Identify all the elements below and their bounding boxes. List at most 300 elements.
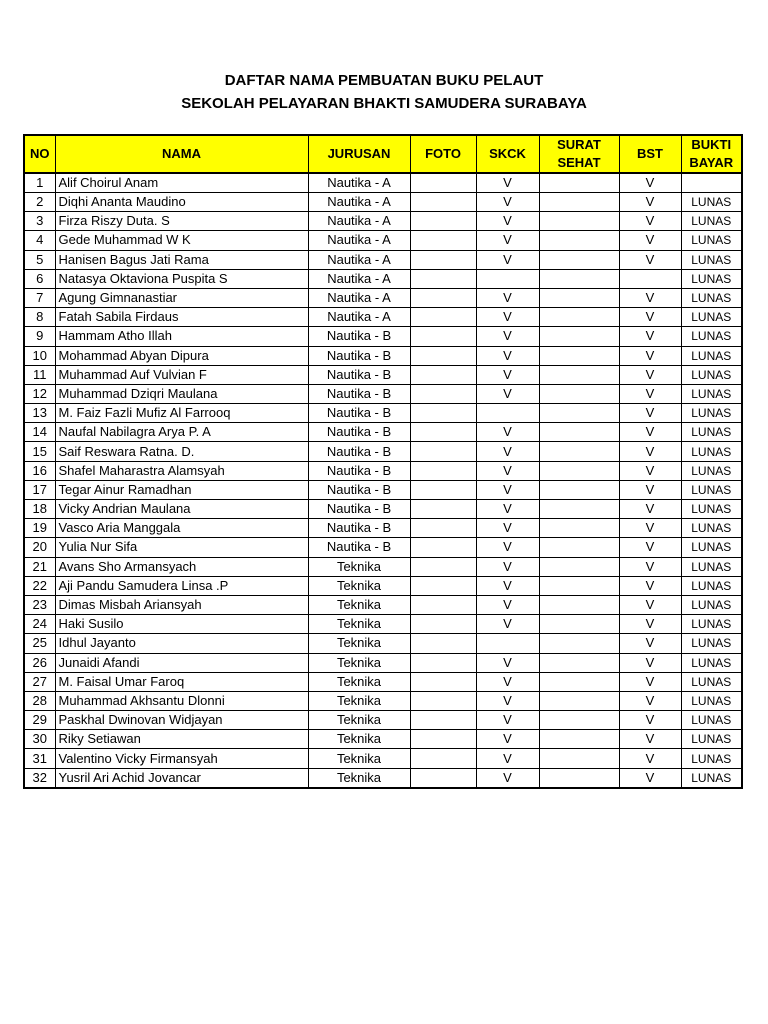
cell-no: 31 (24, 749, 55, 768)
table-row (24, 327, 742, 346)
cell-nama: Yulia Nur Sifa (55, 538, 308, 557)
cell-skck: V (476, 691, 539, 710)
cell-skck: V (476, 557, 539, 576)
cell-bukti-bayar: LUNAS (681, 500, 742, 519)
cell-no: 19 (24, 519, 55, 538)
cell-bukti-bayar: LUNAS (681, 615, 742, 634)
cell-jurusan: Teknika (308, 672, 410, 691)
table-row (24, 461, 742, 480)
cell-bst: V (619, 346, 681, 365)
cell-jurusan: Nautika - B (308, 500, 410, 519)
cell-nama: M. Faisal Umar Faroq (55, 672, 308, 691)
table-row (24, 423, 742, 442)
cell-jurusan: Teknika (308, 711, 410, 730)
cell-nama: Natasya Oktaviona Puspita S (55, 269, 308, 288)
cell-bukti-bayar: LUNAS (681, 250, 742, 269)
cell-nama: Avans Sho Armansyach (55, 557, 308, 576)
cell-foto (410, 461, 476, 480)
table-row (24, 442, 742, 461)
header-bukti-label: BUKTI (691, 137, 732, 152)
cell-nama: Vasco Aria Manggala (55, 519, 308, 538)
cell-nama: Agung Gimnanastiar (55, 288, 308, 307)
cell-nama: Dimas Misbah Ariansyah (55, 595, 308, 614)
cell-no: 11 (24, 365, 55, 384)
cell-jurusan: Nautika - B (308, 538, 410, 557)
cell-surat-sehat (539, 461, 619, 480)
cell-surat-sehat (539, 672, 619, 691)
cell-no: 7 (24, 288, 55, 307)
cell-jurusan: Nautika - A (308, 173, 410, 193)
cell-no: 5 (24, 250, 55, 269)
cell-no: 22 (24, 576, 55, 595)
cell-bst: V (619, 480, 681, 499)
cell-no: 12 (24, 384, 55, 403)
cell-skck: V (476, 595, 539, 614)
cell-skck (476, 404, 539, 423)
cell-skck: V (476, 442, 539, 461)
cell-foto (410, 500, 476, 519)
cell-bukti-bayar: LUNAS (681, 308, 742, 327)
table-row (24, 519, 742, 538)
cell-nama: Mohammad Abyan Dipura (55, 346, 308, 365)
cell-nama: M. Faiz Fazli Mufiz Al Farrooq (55, 404, 308, 423)
cell-nama: Haki Susilo (55, 615, 308, 634)
cell-bst: V (619, 711, 681, 730)
cell-no: 13 (24, 404, 55, 423)
cell-no: 1 (24, 173, 55, 193)
cell-no: 14 (24, 423, 55, 442)
cell-nama: Paskhal Dwinovan Widjayan (55, 711, 308, 730)
cell-jurusan: Nautika - A (308, 308, 410, 327)
cell-surat-sehat (539, 730, 619, 749)
cell-skck: V (476, 346, 539, 365)
header-surat-label: SURAT (557, 137, 601, 152)
cell-foto (410, 557, 476, 576)
cell-no: 29 (24, 711, 55, 730)
cell-bukti-bayar: LUNAS (681, 557, 742, 576)
cell-nama: Shafel Maharastra Alamsyah (55, 461, 308, 480)
cell-bukti-bayar: LUNAS (681, 711, 742, 730)
cell-no: 15 (24, 442, 55, 461)
cell-bst: V (619, 212, 681, 231)
cell-jurusan: Teknika (308, 730, 410, 749)
cell-foto (410, 288, 476, 307)
cell-nama: Naufal Nabilagra Arya P. A (55, 423, 308, 442)
cell-jurusan: Nautika - A (308, 193, 410, 212)
table-row (24, 576, 742, 595)
cell-foto (410, 730, 476, 749)
table-row (24, 231, 742, 250)
cell-nama: Muhammad Dziqri Maulana (55, 384, 308, 403)
cell-nama: Alif Choirul Anam (55, 173, 308, 193)
cell-bukti-bayar: LUNAS (681, 576, 742, 595)
cell-jurusan: Nautika - B (308, 519, 410, 538)
cell-bukti-bayar: LUNAS (681, 384, 742, 403)
cell-nama: Firza Riszy Duta. S (55, 212, 308, 231)
cell-surat-sehat (539, 423, 619, 442)
table-row (24, 193, 742, 212)
cell-bst: V (619, 173, 681, 193)
cell-surat-sehat (539, 711, 619, 730)
cell-bukti-bayar: LUNAS (681, 461, 742, 480)
cell-bst: V (619, 595, 681, 614)
cell-bst: V (619, 231, 681, 250)
cell-surat-sehat (539, 212, 619, 231)
table-row (24, 269, 742, 288)
cell-skck: V (476, 768, 539, 788)
cell-no: 32 (24, 768, 55, 788)
cell-nama: Yusril Ari Achid Jovancar (55, 768, 308, 788)
header-sehat-label: SEHAT (557, 155, 601, 170)
cell-bukti-bayar: LUNAS (681, 519, 742, 538)
table-row (24, 557, 742, 576)
cell-bukti-bayar: LUNAS (681, 442, 742, 461)
cell-foto (410, 538, 476, 557)
cell-bukti-bayar: LUNAS (681, 634, 742, 653)
cell-bst: V (619, 634, 681, 653)
cell-nama: Hanisen Bagus Jati Rama (55, 250, 308, 269)
cell-bukti-bayar: LUNAS (681, 231, 742, 250)
cell-no: 27 (24, 672, 55, 691)
cell-bst: V (619, 519, 681, 538)
cell-nama: Tegar Ainur Ramadhan (55, 480, 308, 499)
cell-surat-sehat (539, 308, 619, 327)
cell-bst: V (619, 404, 681, 423)
cell-skck: V (476, 212, 539, 231)
cell-surat-sehat (539, 269, 619, 288)
cell-foto (410, 768, 476, 788)
cell-jurusan: Teknika (308, 615, 410, 634)
cell-jurusan: Teknika (308, 595, 410, 614)
cell-skck: V (476, 308, 539, 327)
cell-bst: V (619, 193, 681, 212)
cell-no: 6 (24, 269, 55, 288)
cell-jurusan: Nautika - A (308, 231, 410, 250)
cell-skck: V (476, 250, 539, 269)
cell-jurusan: Nautika - B (308, 461, 410, 480)
cell-surat-sehat (539, 193, 619, 212)
cell-skck: V (476, 653, 539, 672)
cell-bst: V (619, 500, 681, 519)
cell-nama: Junaidi Afandi (55, 653, 308, 672)
cell-foto (410, 711, 476, 730)
cell-bukti-bayar: LUNAS (681, 423, 742, 442)
cell-foto (410, 231, 476, 250)
table-row (24, 615, 742, 634)
cell-surat-sehat (539, 250, 619, 269)
cell-bst: V (619, 365, 681, 384)
cell-surat-sehat (539, 404, 619, 423)
header-foto: FOTO (410, 135, 476, 173)
cell-foto (410, 519, 476, 538)
cell-bst: V (619, 461, 681, 480)
cell-bst: V (619, 250, 681, 269)
cell-bukti-bayar: LUNAS (681, 691, 742, 710)
cell-foto (410, 269, 476, 288)
cell-bukti-bayar: LUNAS (681, 288, 742, 307)
cell-jurusan: Nautika - B (308, 384, 410, 403)
cell-surat-sehat (539, 557, 619, 576)
table-row (24, 653, 742, 672)
cell-jurusan: Teknika (308, 557, 410, 576)
cell-surat-sehat (539, 653, 619, 672)
cell-jurusan: Nautika - B (308, 442, 410, 461)
cell-bukti-bayar: LUNAS (681, 768, 742, 788)
cell-nama: Hammam Atho Illah (55, 327, 308, 346)
cell-skck: V (476, 672, 539, 691)
cell-bukti-bayar: LUNAS (681, 730, 742, 749)
cell-bukti-bayar: LUNAS (681, 193, 742, 212)
cell-bst: V (619, 691, 681, 710)
cell-bst: V (619, 308, 681, 327)
document-title-line-1: DAFTAR NAMA PEMBUATAN BUKU PELAUT (224, 72, 544, 89)
cell-bukti-bayar: LUNAS (681, 346, 742, 365)
cell-surat-sehat (539, 634, 619, 653)
header-jurusan: JURUSAN (308, 135, 410, 173)
cell-jurusan: Teknika (308, 691, 410, 710)
cell-jurusan: Nautika - B (308, 346, 410, 365)
cell-bst: V (619, 327, 681, 346)
table-row (24, 173, 742, 193)
cell-nama: Valentino Vicky Firmansyah (55, 749, 308, 768)
cell-surat-sehat (539, 500, 619, 519)
cell-jurusan: Nautika - A (308, 250, 410, 269)
cell-surat-sehat (539, 768, 619, 788)
cell-no: 28 (24, 691, 55, 710)
cell-nama: Gede Muhammad W K (55, 231, 308, 250)
table-row (24, 691, 742, 710)
cell-foto (410, 365, 476, 384)
cell-bst (619, 269, 681, 288)
cell-foto (410, 749, 476, 768)
cell-surat-sehat (539, 576, 619, 595)
cell-no: 8 (24, 308, 55, 327)
cell-skck: V (476, 538, 539, 557)
cell-skck: V (476, 615, 539, 634)
cell-foto (410, 653, 476, 672)
cell-skck: V (476, 480, 539, 499)
cell-nama: Riky Setiawan (55, 730, 308, 749)
cell-no: 17 (24, 480, 55, 499)
cell-bst: V (619, 576, 681, 595)
cell-bst: V (619, 288, 681, 307)
cell-bukti-bayar: LUNAS (681, 653, 742, 672)
cell-surat-sehat (539, 173, 619, 193)
cell-bukti-bayar (681, 173, 742, 193)
cell-foto (410, 595, 476, 614)
table-row (24, 730, 742, 749)
header-no: NO (24, 135, 55, 173)
cell-foto (410, 615, 476, 634)
cell-skck: V (476, 749, 539, 768)
cell-surat-sehat (539, 538, 619, 557)
cell-jurusan: Teknika (308, 749, 410, 768)
table-header-row (24, 135, 742, 173)
cell-nama: Vicky Andrian Maulana (55, 500, 308, 519)
cell-jurusan: Teknika (308, 653, 410, 672)
cell-foto (410, 212, 476, 231)
cell-nama: Muhammad Akhsantu Dlonni (55, 691, 308, 710)
cell-no: 24 (24, 615, 55, 634)
cell-no: 23 (24, 595, 55, 614)
table-row (24, 711, 742, 730)
cell-surat-sehat (539, 749, 619, 768)
cell-bst: V (619, 653, 681, 672)
header-bst: BST (619, 135, 681, 173)
cell-bukti-bayar: LUNAS (681, 404, 742, 423)
cell-skck (476, 269, 539, 288)
cell-jurusan: Nautika - A (308, 269, 410, 288)
cell-jurusan: Nautika - B (308, 404, 410, 423)
cell-foto (410, 480, 476, 499)
cell-bst: V (619, 423, 681, 442)
table-row (24, 250, 742, 269)
cell-skck: V (476, 231, 539, 250)
cell-nama: Idhul Jayanto (55, 634, 308, 653)
table-row (24, 672, 742, 691)
cell-skck: V (476, 461, 539, 480)
cell-no: 18 (24, 500, 55, 519)
cell-bukti-bayar: LUNAS (681, 327, 742, 346)
cell-surat-sehat (539, 595, 619, 614)
cell-surat-sehat (539, 365, 619, 384)
cell-no: 16 (24, 461, 55, 480)
cell-foto (410, 327, 476, 346)
cell-bst: V (619, 538, 681, 557)
cell-jurusan: Nautika - A (308, 212, 410, 231)
cell-bst: V (619, 730, 681, 749)
cell-skck: V (476, 423, 539, 442)
cell-no: 21 (24, 557, 55, 576)
cell-skck: V (476, 384, 539, 403)
cell-no: 20 (24, 538, 55, 557)
table-row (24, 480, 742, 499)
cell-surat-sehat (539, 615, 619, 634)
cell-bst: V (619, 384, 681, 403)
cell-jurusan: Nautika - B (308, 423, 410, 442)
cell-no: 4 (24, 231, 55, 250)
cell-surat-sehat (539, 327, 619, 346)
cell-no: 9 (24, 327, 55, 346)
table-row (24, 538, 742, 557)
cell-skck: V (476, 576, 539, 595)
cell-nama: Muhammad Auf Vulvian F (55, 365, 308, 384)
cell-skck (476, 634, 539, 653)
header-surat-sehat (539, 135, 619, 173)
cell-surat-sehat (539, 519, 619, 538)
cell-surat-sehat (539, 288, 619, 307)
cell-bukti-bayar: LUNAS (681, 480, 742, 499)
cell-foto (410, 250, 476, 269)
table-row (24, 308, 742, 327)
cell-bst: V (619, 442, 681, 461)
cell-surat-sehat (539, 480, 619, 499)
cell-bst: V (619, 768, 681, 788)
cell-skck: V (476, 365, 539, 384)
cell-skck: V (476, 173, 539, 193)
header-bukti-bayar (681, 135, 742, 173)
cell-bukti-bayar: LUNAS (681, 269, 742, 288)
cell-foto (410, 634, 476, 653)
table-row (24, 768, 742, 788)
cell-jurusan: Nautika - B (308, 480, 410, 499)
table-row (24, 500, 742, 519)
cell-nama: Aji Pandu Samudera Linsa .P (55, 576, 308, 595)
cell-no: 2 (24, 193, 55, 212)
cell-foto (410, 346, 476, 365)
table-row (24, 288, 742, 307)
cell-bukti-bayar: LUNAS (681, 365, 742, 384)
cell-jurusan: Nautika - A (308, 288, 410, 307)
cell-no: 26 (24, 653, 55, 672)
cell-bukti-bayar: LUNAS (681, 672, 742, 691)
document-title-line-2: SEKOLAH PELAYARAN BHAKTI SAMUDERA SURABAYA (181, 95, 587, 112)
table-row (24, 384, 742, 403)
table-row (24, 595, 742, 614)
header-bayar-label: BAYAR (689, 155, 734, 170)
cell-skck: V (476, 711, 539, 730)
cell-bst: V (619, 557, 681, 576)
cell-foto (410, 576, 476, 595)
cell-surat-sehat (539, 442, 619, 461)
cell-no: 25 (24, 634, 55, 653)
cell-skck: V (476, 730, 539, 749)
table-body (24, 173, 742, 788)
cell-no: 30 (24, 730, 55, 749)
header-skck: SKCK (476, 135, 539, 173)
header-nama: NAMA (55, 135, 308, 173)
cell-skck: V (476, 519, 539, 538)
table-row (24, 346, 742, 365)
cell-foto (410, 672, 476, 691)
cell-bst: V (619, 672, 681, 691)
cell-jurusan: Teknika (308, 634, 410, 653)
cell-jurusan: Teknika (308, 768, 410, 788)
cell-bst: V (619, 615, 681, 634)
cell-skck: V (476, 288, 539, 307)
cell-bukti-bayar: LUNAS (681, 212, 742, 231)
cell-bukti-bayar: LUNAS (681, 538, 742, 557)
cell-surat-sehat (539, 346, 619, 365)
cell-skck: V (476, 193, 539, 212)
cell-bukti-bayar: LUNAS (681, 595, 742, 614)
cell-foto (410, 404, 476, 423)
cell-skck: V (476, 500, 539, 519)
cell-bst: V (619, 749, 681, 768)
cell-nama: Fatah Sabila Firdaus (55, 308, 308, 327)
table-row (24, 365, 742, 384)
table-row (24, 634, 742, 653)
cell-no: 10 (24, 346, 55, 365)
cell-surat-sehat (539, 691, 619, 710)
cell-bukti-bayar: LUNAS (681, 749, 742, 768)
cell-foto (410, 308, 476, 327)
cell-jurusan: Nautika - B (308, 365, 410, 384)
cell-foto (410, 173, 476, 193)
cell-nama: Saif Reswara Ratna. D. (55, 442, 308, 461)
cell-jurusan: Teknika (308, 576, 410, 595)
cell-skck: V (476, 327, 539, 346)
cell-foto (410, 384, 476, 403)
cell-no: 3 (24, 212, 55, 231)
cell-surat-sehat (539, 384, 619, 403)
cell-foto (410, 442, 476, 461)
cell-foto (410, 423, 476, 442)
table-row (24, 212, 742, 231)
roster-table (23, 134, 743, 789)
cell-jurusan: Nautika - B (308, 327, 410, 346)
cell-foto (410, 691, 476, 710)
